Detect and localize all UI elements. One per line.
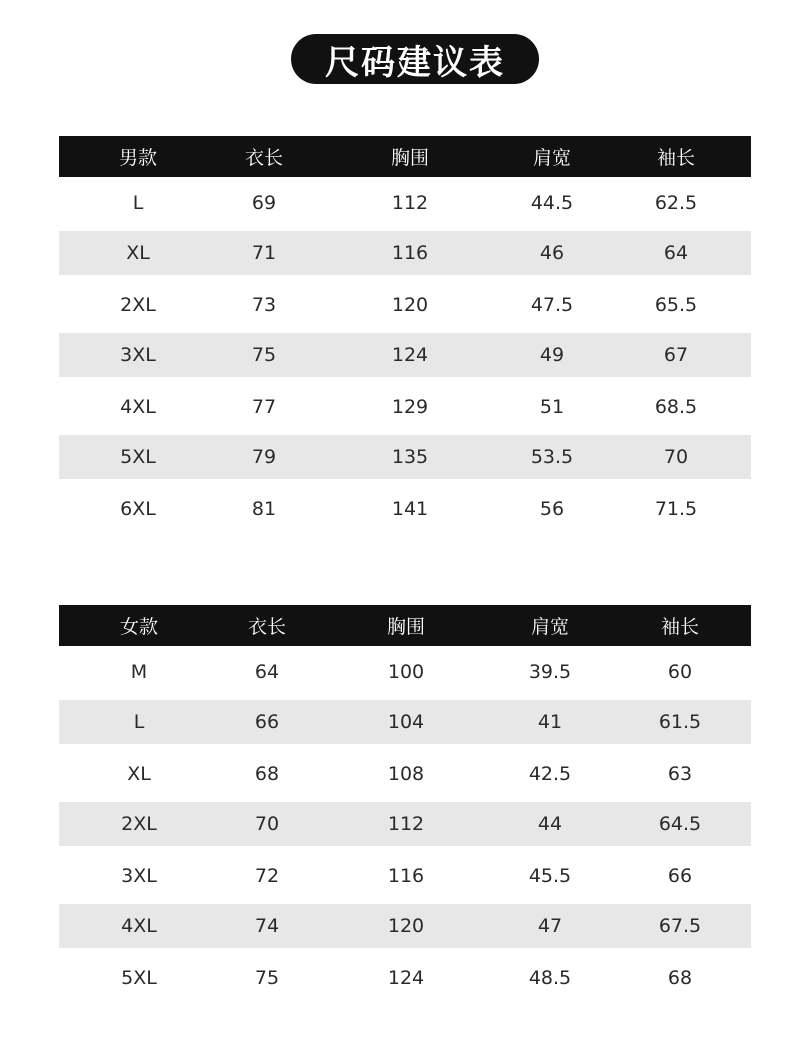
chest-cell: 104 — [387, 711, 425, 733]
length-cell: 71 — [251, 242, 277, 264]
length-cell: 68 — [254, 762, 280, 785]
chest-cell: 129 — [391, 395, 429, 418]
length-cell: 79 — [251, 446, 277, 468]
header-cell-sleeve: 袖长 — [660, 616, 700, 638]
length-cell: 66 — [254, 711, 280, 733]
chest-cell: 135 — [391, 446, 429, 468]
chest-cell: 108 — [387, 762, 425, 785]
shoulder-cell: 51 — [539, 395, 565, 418]
size-cell: 3XL — [121, 864, 157, 887]
shoulder-cell: 42.5 — [528, 762, 572, 785]
chest-cell: 120 — [391, 293, 429, 316]
size-cell: 2XL — [121, 813, 157, 835]
header-cell-chest: 胸围 — [386, 616, 426, 638]
length-cell: 75 — [254, 966, 280, 989]
table-row — [59, 904, 751, 948]
size-cell: 5XL — [120, 446, 156, 468]
table-row — [59, 646, 751, 697]
sleeve-cell: 70 — [663, 446, 689, 468]
size-cell: M — [130, 660, 148, 683]
sleeve-cell: 71.5 — [654, 497, 698, 520]
sleeve-cell: 68.5 — [654, 395, 698, 418]
size-cell: L — [132, 191, 144, 214]
men-table-header — [59, 136, 751, 177]
shoulder-cell: 48.5 — [528, 966, 572, 989]
shoulder-cell: 47 — [537, 915, 563, 937]
table-row — [59, 952, 751, 1003]
chest-cell: 112 — [391, 191, 429, 214]
length-cell: 81 — [251, 497, 277, 520]
header-cell-sleeve: 袖长 — [656, 147, 696, 169]
shoulder-cell: 41 — [537, 711, 563, 733]
chest-cell: 116 — [391, 242, 429, 264]
length-cell: 75 — [251, 344, 277, 366]
shoulder-cell: 44 — [537, 813, 563, 835]
table-row — [59, 381, 751, 432]
table-row — [59, 802, 751, 846]
header-cell-style: 男款 — [118, 147, 158, 169]
length-cell: 77 — [251, 395, 277, 418]
sleeve-cell: 68 — [667, 966, 693, 989]
sleeve-cell: 61.5 — [658, 711, 702, 733]
length-cell: 70 — [254, 813, 280, 835]
header-cell-shoulder: 肩宽 — [530, 616, 570, 638]
shoulder-cell: 49 — [539, 344, 565, 366]
size-cell: 4XL — [120, 395, 156, 418]
size-cell: 5XL — [121, 966, 157, 989]
shoulder-cell: 45.5 — [528, 864, 572, 887]
shoulder-cell: 56 — [539, 497, 565, 520]
shoulder-cell: 44.5 — [530, 191, 574, 214]
sleeve-cell: 67 — [663, 344, 689, 366]
table-row — [59, 748, 751, 799]
chest-cell: 120 — [387, 915, 425, 937]
sleeve-cell: 64 — [663, 242, 689, 264]
length-cell: 73 — [251, 293, 277, 316]
sleeve-cell: 60 — [667, 660, 693, 683]
women-size-table — [59, 605, 751, 1003]
size-cell: 6XL — [120, 497, 156, 520]
table-row — [59, 700, 751, 744]
length-cell: 72 — [254, 864, 280, 887]
size-cell: L — [133, 711, 145, 733]
sleeve-cell: 63 — [667, 762, 693, 785]
header-cell-shoulder: 肩宽 — [532, 147, 572, 169]
shoulder-cell: 39.5 — [528, 660, 572, 683]
women-table-header — [59, 605, 751, 646]
sleeve-cell: 67.5 — [658, 915, 702, 937]
header-cell-style: 女款 — [119, 616, 159, 638]
table-row — [59, 177, 751, 228]
table-row — [59, 333, 751, 377]
sleeve-cell: 66 — [667, 864, 693, 887]
header-cell-length: 衣长 — [247, 616, 287, 638]
size-cell: 4XL — [121, 915, 157, 937]
length-cell: 64 — [254, 660, 280, 683]
length-cell: 69 — [251, 191, 277, 214]
table-row — [59, 483, 751, 534]
sleeve-cell: 65.5 — [654, 293, 698, 316]
chest-cell: 124 — [387, 966, 425, 989]
chest-cell: 116 — [387, 864, 425, 887]
header-cell-length: 衣长 — [244, 147, 284, 169]
table-row — [59, 850, 751, 901]
shoulder-cell: 47.5 — [530, 293, 574, 316]
chest-cell: 124 — [391, 344, 429, 366]
size-cell: 3XL — [120, 344, 156, 366]
sleeve-cell: 64.5 — [658, 813, 702, 835]
header-cell-chest: 胸围 — [390, 147, 430, 169]
size-cell: 2XL — [120, 293, 156, 316]
chest-cell: 112 — [387, 813, 425, 835]
table-row — [59, 435, 751, 479]
men-size-table — [59, 136, 751, 534]
shoulder-cell: 53.5 — [530, 446, 574, 468]
length-cell: 74 — [254, 915, 280, 937]
page-title: 尺码建议表 — [291, 34, 539, 84]
table-row — [59, 279, 751, 330]
shoulder-cell: 46 — [539, 242, 565, 264]
chest-cell: 100 — [387, 660, 425, 683]
size-cell: XL — [126, 242, 150, 264]
sleeve-cell: 62.5 — [654, 191, 698, 214]
size-cell: XL — [127, 762, 151, 785]
chest-cell: 141 — [391, 497, 429, 520]
table-row — [59, 231, 751, 275]
